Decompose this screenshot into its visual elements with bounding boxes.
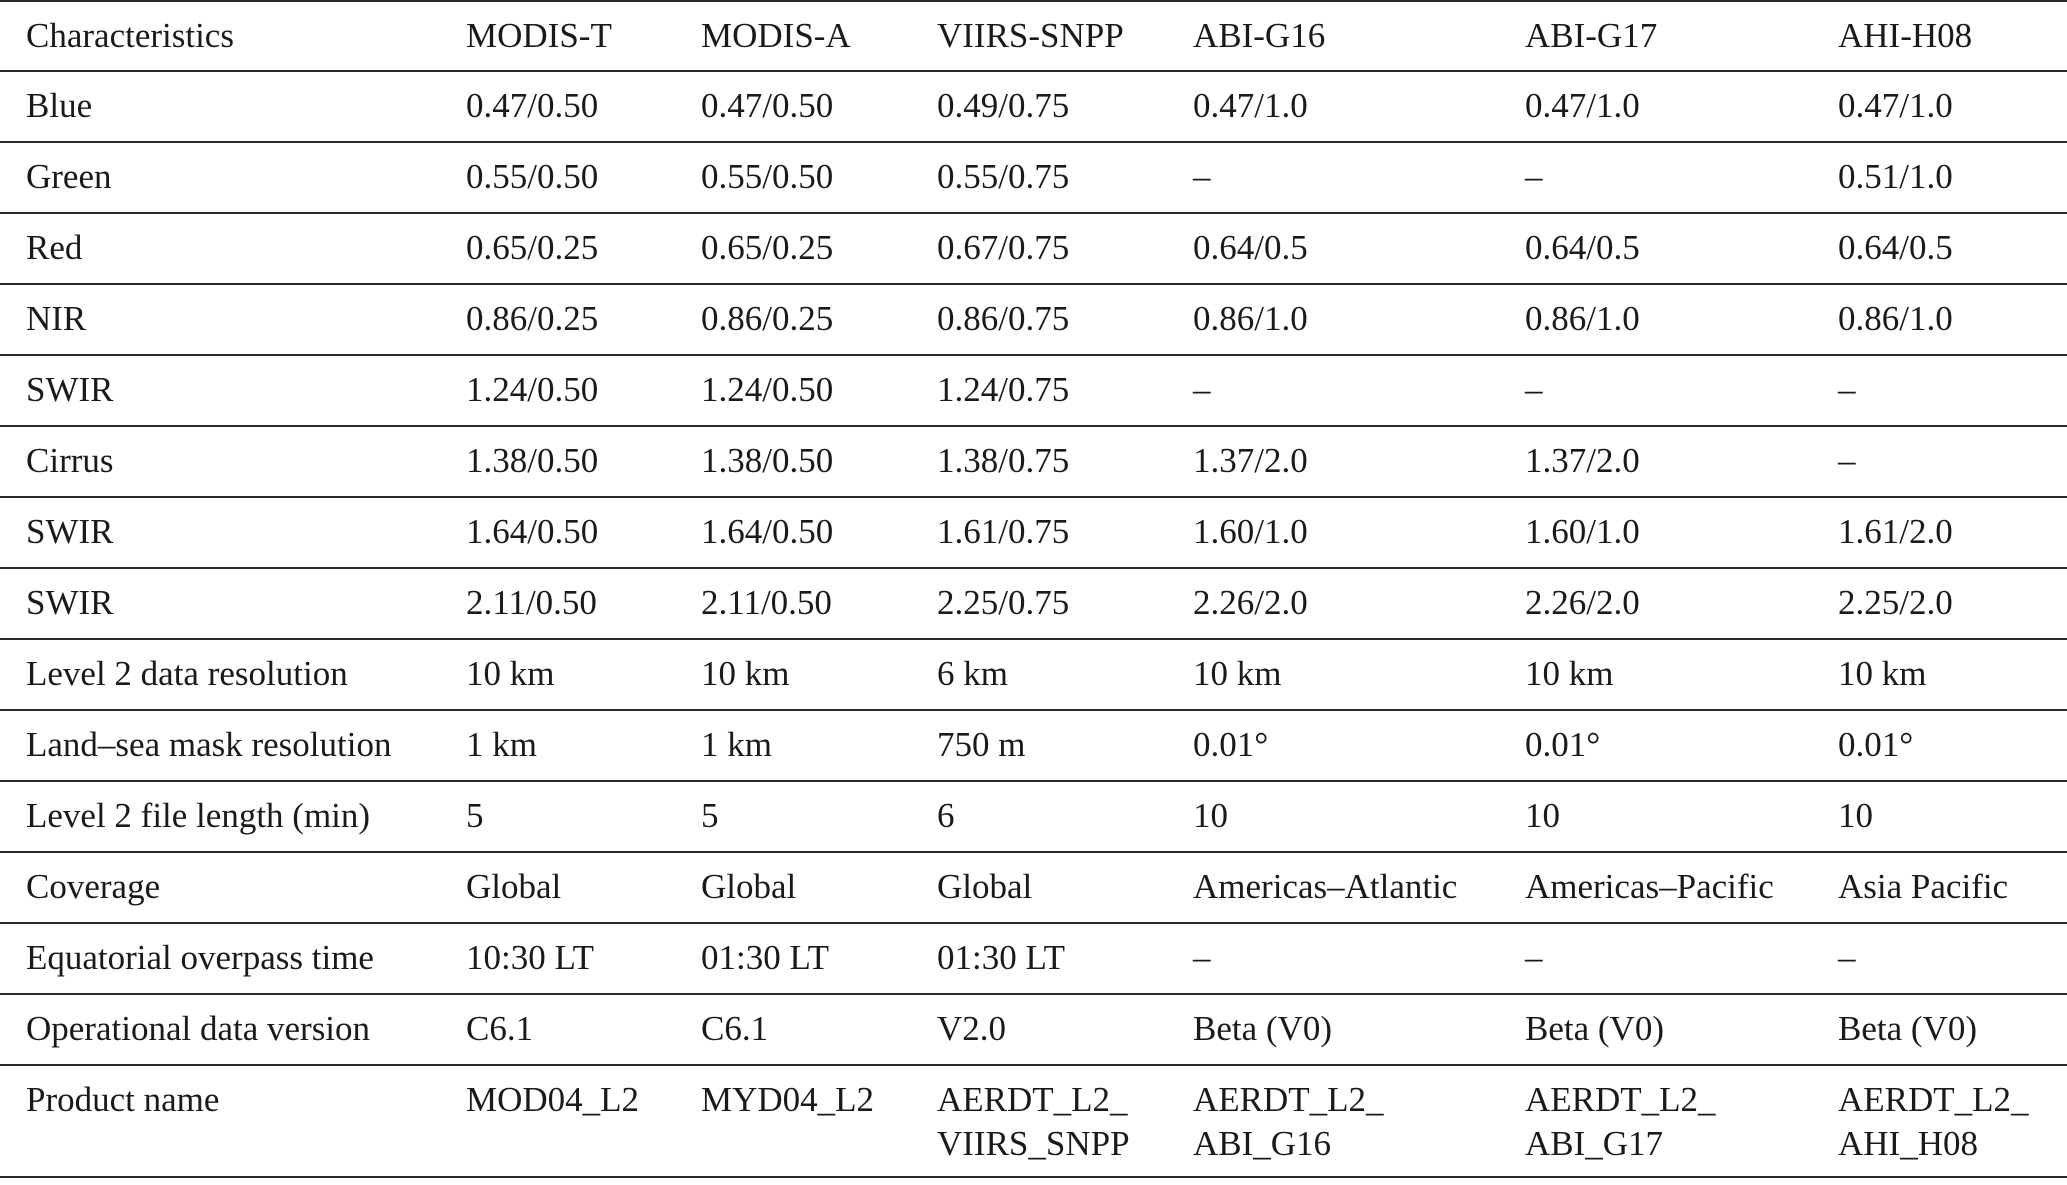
table-cell: 0.86/0.75 [937,299,1070,338]
header-cell: Characteristics [26,16,234,55]
table-cell: – [1838,441,1856,480]
table-cell: 2.26/2.0 [1193,583,1308,622]
row-label-cell: Operational data version [26,1009,371,1048]
row-label-cell: Green [26,157,112,196]
table-cell: 0.01° [1193,725,1269,764]
table-cell: 1.24/0.75 [937,370,1070,409]
header-cell: ABI-G17 [1525,16,1658,55]
table-row [0,427,2067,498]
table-cell: Beta (V0) [1193,1009,1332,1048]
table-cell: MOD04_L2 [466,1080,640,1119]
table-cell: 0.01° [1525,725,1601,764]
table-cell: – [1525,157,1543,196]
table-cell: 10 km [1525,654,1614,693]
table-cell: 10 [1838,796,1873,835]
table-cell: MYD04_L2 [701,1080,875,1119]
table-cell: 0.55/0.50 [466,157,599,196]
row-label-cell: NIR [26,299,87,338]
table-cell: Americas–Atlantic [1193,867,1458,906]
table-cell: 0.55/0.75 [937,157,1070,196]
table-cell: Beta (V0) [1525,1009,1664,1048]
table-row [0,498,2067,569]
table-cell: C6.1 [701,1009,769,1048]
table-cell: 10 km [701,654,790,693]
table-row [0,853,2067,924]
table-cell: 0.64/0.5 [1525,228,1640,267]
table-cell: Beta (V0) [1838,1009,1977,1048]
table-header-row [0,0,2067,72]
table-cell: 0.47/0.50 [466,86,599,125]
table-row [0,924,2067,995]
table-cell: 750 m [937,725,1026,764]
table-cell: 0.47/0.50 [701,86,834,125]
table-row [0,356,2067,427]
table-cell: 0.67/0.75 [937,228,1070,267]
table-cell: Asia Pacific [1838,867,2009,906]
table-cell: 0.86/0.25 [701,299,834,338]
table-cell: 0.86/0.25 [466,299,599,338]
table-cell: – [1838,370,1856,409]
table-row [0,1066,2067,1178]
table-cell: 1.38/0.50 [701,441,834,480]
row-label-cell: Equatorial overpass time [26,938,374,977]
table-cell: 2.11/0.50 [466,583,597,622]
row-label-cell: Coverage [26,867,161,906]
table-cell: Global [701,867,797,906]
table-cell: 2.26/2.0 [1525,583,1640,622]
table-cell: 0.49/0.75 [937,86,1070,125]
table-cell: 1.60/1.0 [1525,512,1640,551]
header-cell: VIIRS-SNPP [937,16,1124,55]
table-cell: 1.37/2.0 [1525,441,1640,480]
table-cell: AERDT_L2_ ABI_G16 [1193,1080,1384,1163]
table-cell: – [1193,370,1211,409]
table-row [0,72,2067,143]
table-row [0,711,2067,782]
table-cell: 1 km [701,725,772,764]
table-cell: 1.61/0.75 [937,512,1070,551]
table-cell: 0.64/0.5 [1193,228,1308,267]
table-row [0,569,2067,640]
table-cell: AERDT_L2_ VIIRS_SNPP [937,1080,1130,1163]
row-label-cell: Land–sea mask resolution [26,725,392,764]
table-cell: 10 [1193,796,1228,835]
row-label-cell: Cirrus [26,441,114,480]
table-cell: – [1193,157,1211,196]
row-label-cell: SWIR [26,512,114,551]
table-cell: Americas–Pacific [1525,867,1774,906]
table-cell: Global [937,867,1033,906]
table-cell: 1.24/0.50 [466,370,599,409]
table-cell: 0.47/1.0 [1525,86,1640,125]
row-label-cell: Level 2 data resolution [26,654,348,693]
table-cell: 10:30 LT [466,938,595,977]
table-cell: 1.24/0.50 [701,370,834,409]
table-cell: 6 [937,796,955,835]
table-cell: AERDT_L2_ AHI_H08 [1838,1080,2029,1163]
table-cell: 10 km [1193,654,1282,693]
table-cell: 5 [466,796,484,835]
table-cell: 5 [701,796,719,835]
table-cell: 1.61/2.0 [1838,512,1953,551]
table-cell: 0.65/0.25 [701,228,834,267]
table-row [0,143,2067,214]
table-row [0,995,2067,1066]
table-cell: 10 km [466,654,555,693]
table-cell: 01:30 LT [937,938,1066,977]
table-cell: 1.38/0.75 [937,441,1070,480]
table-cell: 0.65/0.25 [466,228,599,267]
table-cell: V2.0 [937,1009,1007,1048]
table-cell: 1.60/1.0 [1193,512,1308,551]
table-cell: 0.47/1.0 [1193,86,1308,125]
row-label-cell: SWIR [26,370,114,409]
table-cell: 10 [1525,796,1560,835]
row-label-cell: Product name [26,1080,220,1119]
table-cell: Global [466,867,562,906]
row-label-cell: Level 2 file length (min) [26,796,371,835]
table-cell: – [1838,938,1856,977]
table-cell: 0.86/1.0 [1838,299,1953,338]
table-cell: 0.01° [1838,725,1914,764]
header-cell: ABI-G16 [1193,16,1326,55]
header-cell: AHI-H08 [1838,16,1973,55]
table-row [0,640,2067,711]
table-cell: 1.38/0.50 [466,441,599,480]
row-label-cell: SWIR [26,583,114,622]
table-cell: AERDT_L2_ ABI_G17 [1525,1080,1716,1163]
table-cell: – [1525,370,1543,409]
table-row [0,782,2067,853]
table-cell: 0.86/1.0 [1525,299,1640,338]
table-cell: 2.25/0.75 [937,583,1070,622]
table-cell: 0.55/0.50 [701,157,834,196]
table-cell: 6 km [937,654,1008,693]
table-row [0,214,2067,285]
table-cell: – [1193,938,1211,977]
table-body [0,72,2067,1178]
table-cell: C6.1 [466,1009,534,1048]
table-row [0,285,2067,356]
table-cell: 0.86/1.0 [1193,299,1308,338]
table-cell: 2.25/2.0 [1838,583,1953,622]
row-label-cell: Red [26,228,83,267]
table-cell: – [1525,938,1543,977]
table-cell: 0.64/0.5 [1838,228,1953,267]
table-cell: 0.51/1.0 [1838,157,1953,196]
table-cell: 1 km [466,725,537,764]
table-cell: 1.37/2.0 [1193,441,1308,480]
header-cell: MODIS-T [466,16,612,55]
table-cell: 1.64/0.50 [466,512,599,551]
table-cell: 2.11/0.50 [701,583,832,622]
table-cell: 10 km [1838,654,1927,693]
table-cell: 1.64/0.50 [701,512,834,551]
table-cell: 0.47/1.0 [1838,86,1953,125]
row-label-cell: Blue [26,86,93,125]
table-cell: 01:30 LT [701,938,830,977]
header-cell: MODIS-A [701,16,851,55]
